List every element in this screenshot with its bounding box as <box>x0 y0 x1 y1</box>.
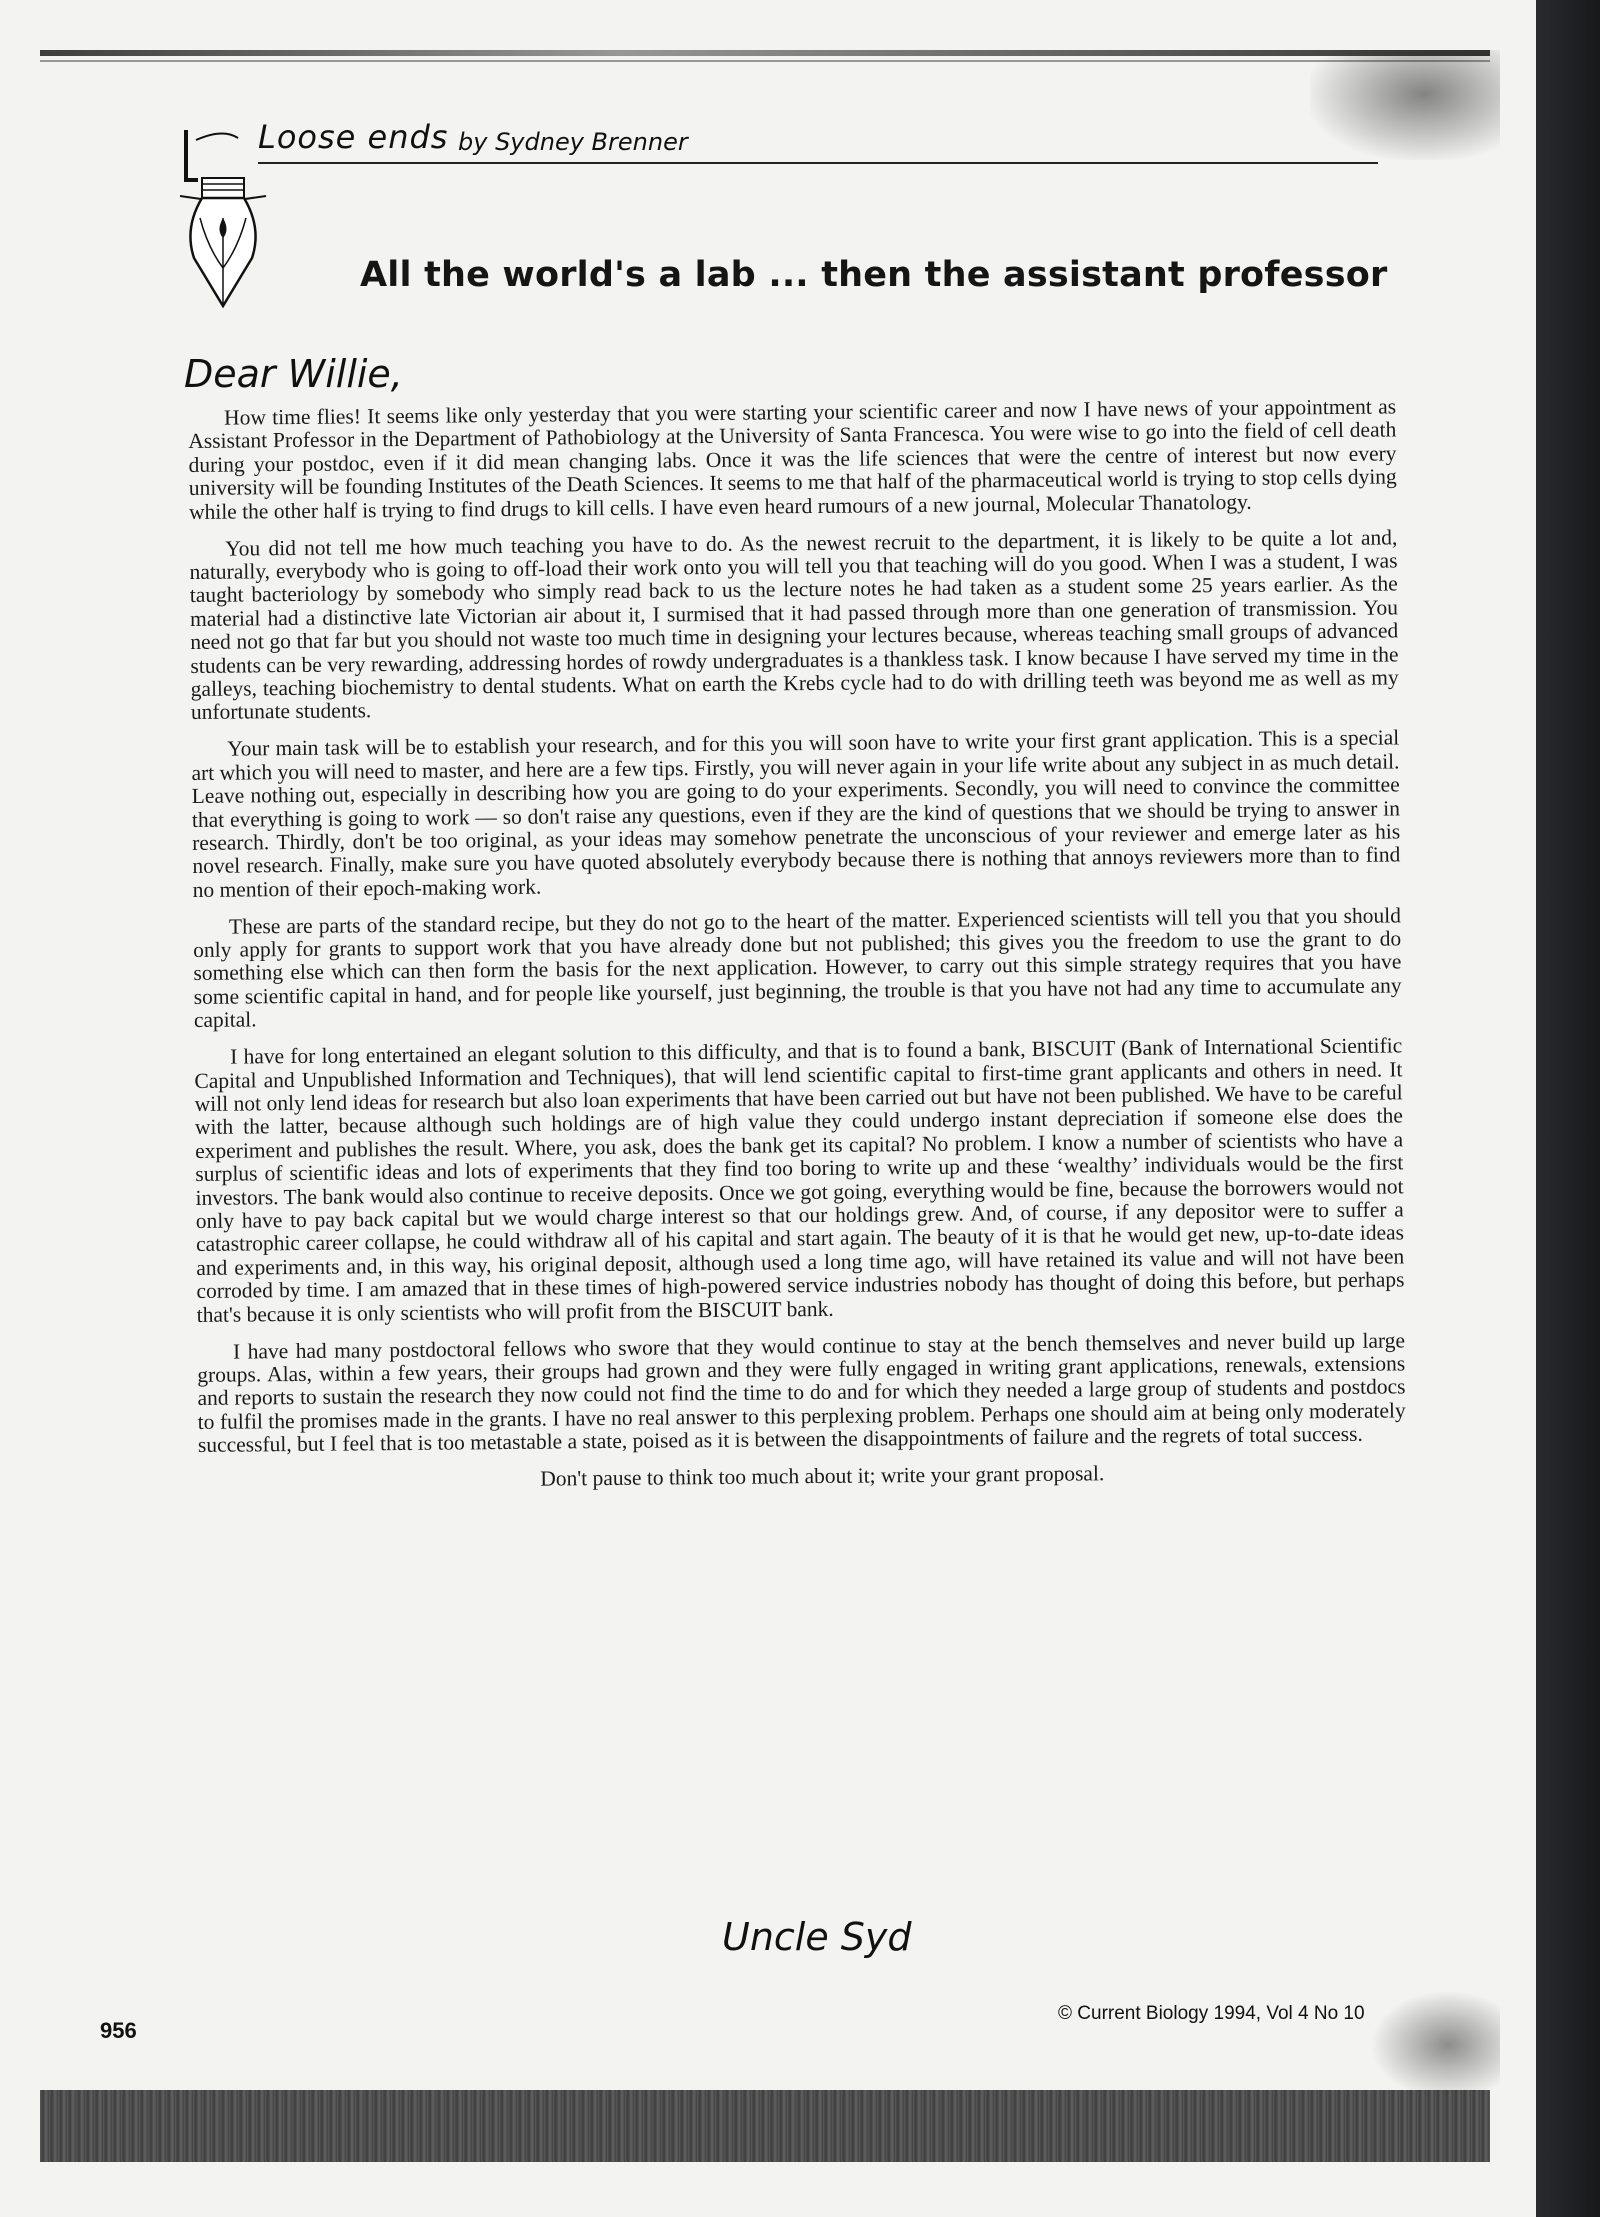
page-number: 956 <box>100 2018 137 2043</box>
signature: Uncle Syd <box>722 1915 912 1959</box>
paragraph: I have had many postdoctoral fellows who swore that they would continue to stay at the bench themselves and never build up large groups. Alas, within a few years, their groups had grown and they were fully engaged in writing grant applications, renewals, extensions and reports to sustain the research they now could not find the time to do and for which they needed a large group of students and postdocs to fulfil the promises made in the grants. I have no real answer to this perplexing problem. Perhaps one should aim at being only moderately successful, but I feel that is too metastable a state, poised as it is between the disappointments of failure and the regrets of total success. <box>197 1327 1406 1458</box>
column-author: by Sydney Brenner <box>458 128 688 156</box>
article-body <box>188 395 1406 1494</box>
column-title: Loose ends <box>258 118 449 156</box>
paragraph: How time flies! It seems like only yesterday that you were starting your scientific career and now I have news of your appointment as Assistant Professor in the Department of Pathobiology at the University of Santa Francesca. You were wise to go into the field of cell death during your postdoc, even if it did mean changing labs. Once it was the life sciences that were the centre of interest but now every university will be founding Institutes of the Death Sciences. It seems to me that half of the pharmaceutical world is trying to stop cells dying while the other half is trying to find drugs to kill cells. I have even heard rumours of a new journal, Molecular Thanatology. <box>188 394 1397 524</box>
scan-top-border-thin <box>40 60 1490 62</box>
fountain-pen-nib-icon <box>178 118 268 308</box>
header-rule <box>258 162 1378 164</box>
article-headline: All the world's a lab ... then the assistant professor <box>360 255 1388 295</box>
paragraph: These are parts of the standard recipe, but they do not go to the heart of the matter. Experienced scientists will tell you that you should only apply for grants to support work that you have already done but not published; this gives you the freedom to use the grant to do something else which can then form the basis for the next application. However, to carry out this simple strategy requires that you have some scientific capital in hand, and for people like yourself, just beginning, the trouble is that you have not had any time to accumulate any capital. <box>193 903 1402 1033</box>
closing-line: Don't pause to think too much about it; write your grant proposal. <box>540 1461 1105 1491</box>
scan-smudge-top <box>1310 50 1500 160</box>
paragraph: Your main task will be to establish your research, and for this you will soon have to write your first grant application. This is a special art which you will need to master, and here are a few tips. Firstly, you will never again in your life write about any subject in as much detail. Leave nothing out, especially in describing how you are going to do your experiments. Secondly, you will need to convince the committee that everything is going to work — so don't raise any questions, even if they are the kind of questions that we should be trying to answer in research. Thirdly, don't be too original, as your ideas may somehow penetrate the unconscious of your reviewer and emerge later as his novel research. Finally, make sure you have quoted absolutely everybody because there is nothing that annoys reviewers more than to find no mention of their epoch-making work. <box>191 725 1401 902</box>
paragraph: You did not tell me how much teaching you have to do. As the newest recruit to the department, it is likely to be quite a lot and, naturally, everybody who is going to off-load their work onto you will tell you that teaching will do you good. When I was a student, I was taught bacteriology by somebody who simply read back to us the lecture notes he had taken as a student some 25 years earlier. As the material had a distinctive late Victorian air about it, I surmised that it had passed through more than one generation of transmission. You need not go that far but you should not waste too much time in designing your lectures because, whereas teaching small groups of advanced students can be very rewarding, addressing hordes of rowdy undergraduates is a thankless task. I know because I have served my time in the galleys, teaching biochemistry to dental students. What on earth the Krebs cycle had to do with drilling teeth was beyond me as well as my unfortunate students. <box>189 524 1399 725</box>
scan-top-border <box>40 50 1490 56</box>
scan-bottom-band <box>40 2090 1490 2162</box>
scan-smudge-bottom <box>1370 1990 1500 2100</box>
copyright-notice: © Current Biology 1994, Vol 4 No 10 <box>1058 2003 1365 2024</box>
salutation: Dear Willie, <box>184 352 403 396</box>
scan-dark-edge <box>1536 0 1600 2217</box>
paragraph: I have for long entertained an elegant solution to this difficulty, and that is to found a bank, BISCUIT (Bank of International Scientific Capital and Unpublished Information and Techniques), that will lend scientific capital to first-time grant applicants and others in need. It will not only lend ideas for research but also loan experiments that have been carried out but have not been published. We have to be careful with the latter, because although such holdings are of high value they could undergo instant depreciation if someone else does the experiment and publishes the result. Where, you ask, does the bank get its capital? No problem. I know a number of scientists who have a surplus of scientific ideas and lots of experiments that they find too boring to write up and these ‘wealthy’ individuals would be the first investors. The bank would also continue to receive deposits. Once we got going, everything would be fine, because the borrowers would not only have to pay back capital but we would charge interest so that our holdings grew. And, of course, if any depositor were to suffer a catastrophic career collapse, he could withdraw all of his capital and start again. The beauty of it is that he would get new, up-to-date ideas and experiments and, in this way, his original deposit, although used a long time ago, will have retained its value and will not have been corroded by time. I am amazed that in these times of high-powered service industries nobody has thought of doing this before, but perhaps that's because it is only scientists who will profit from the BISCUIT bank. <box>194 1033 1405 1327</box>
